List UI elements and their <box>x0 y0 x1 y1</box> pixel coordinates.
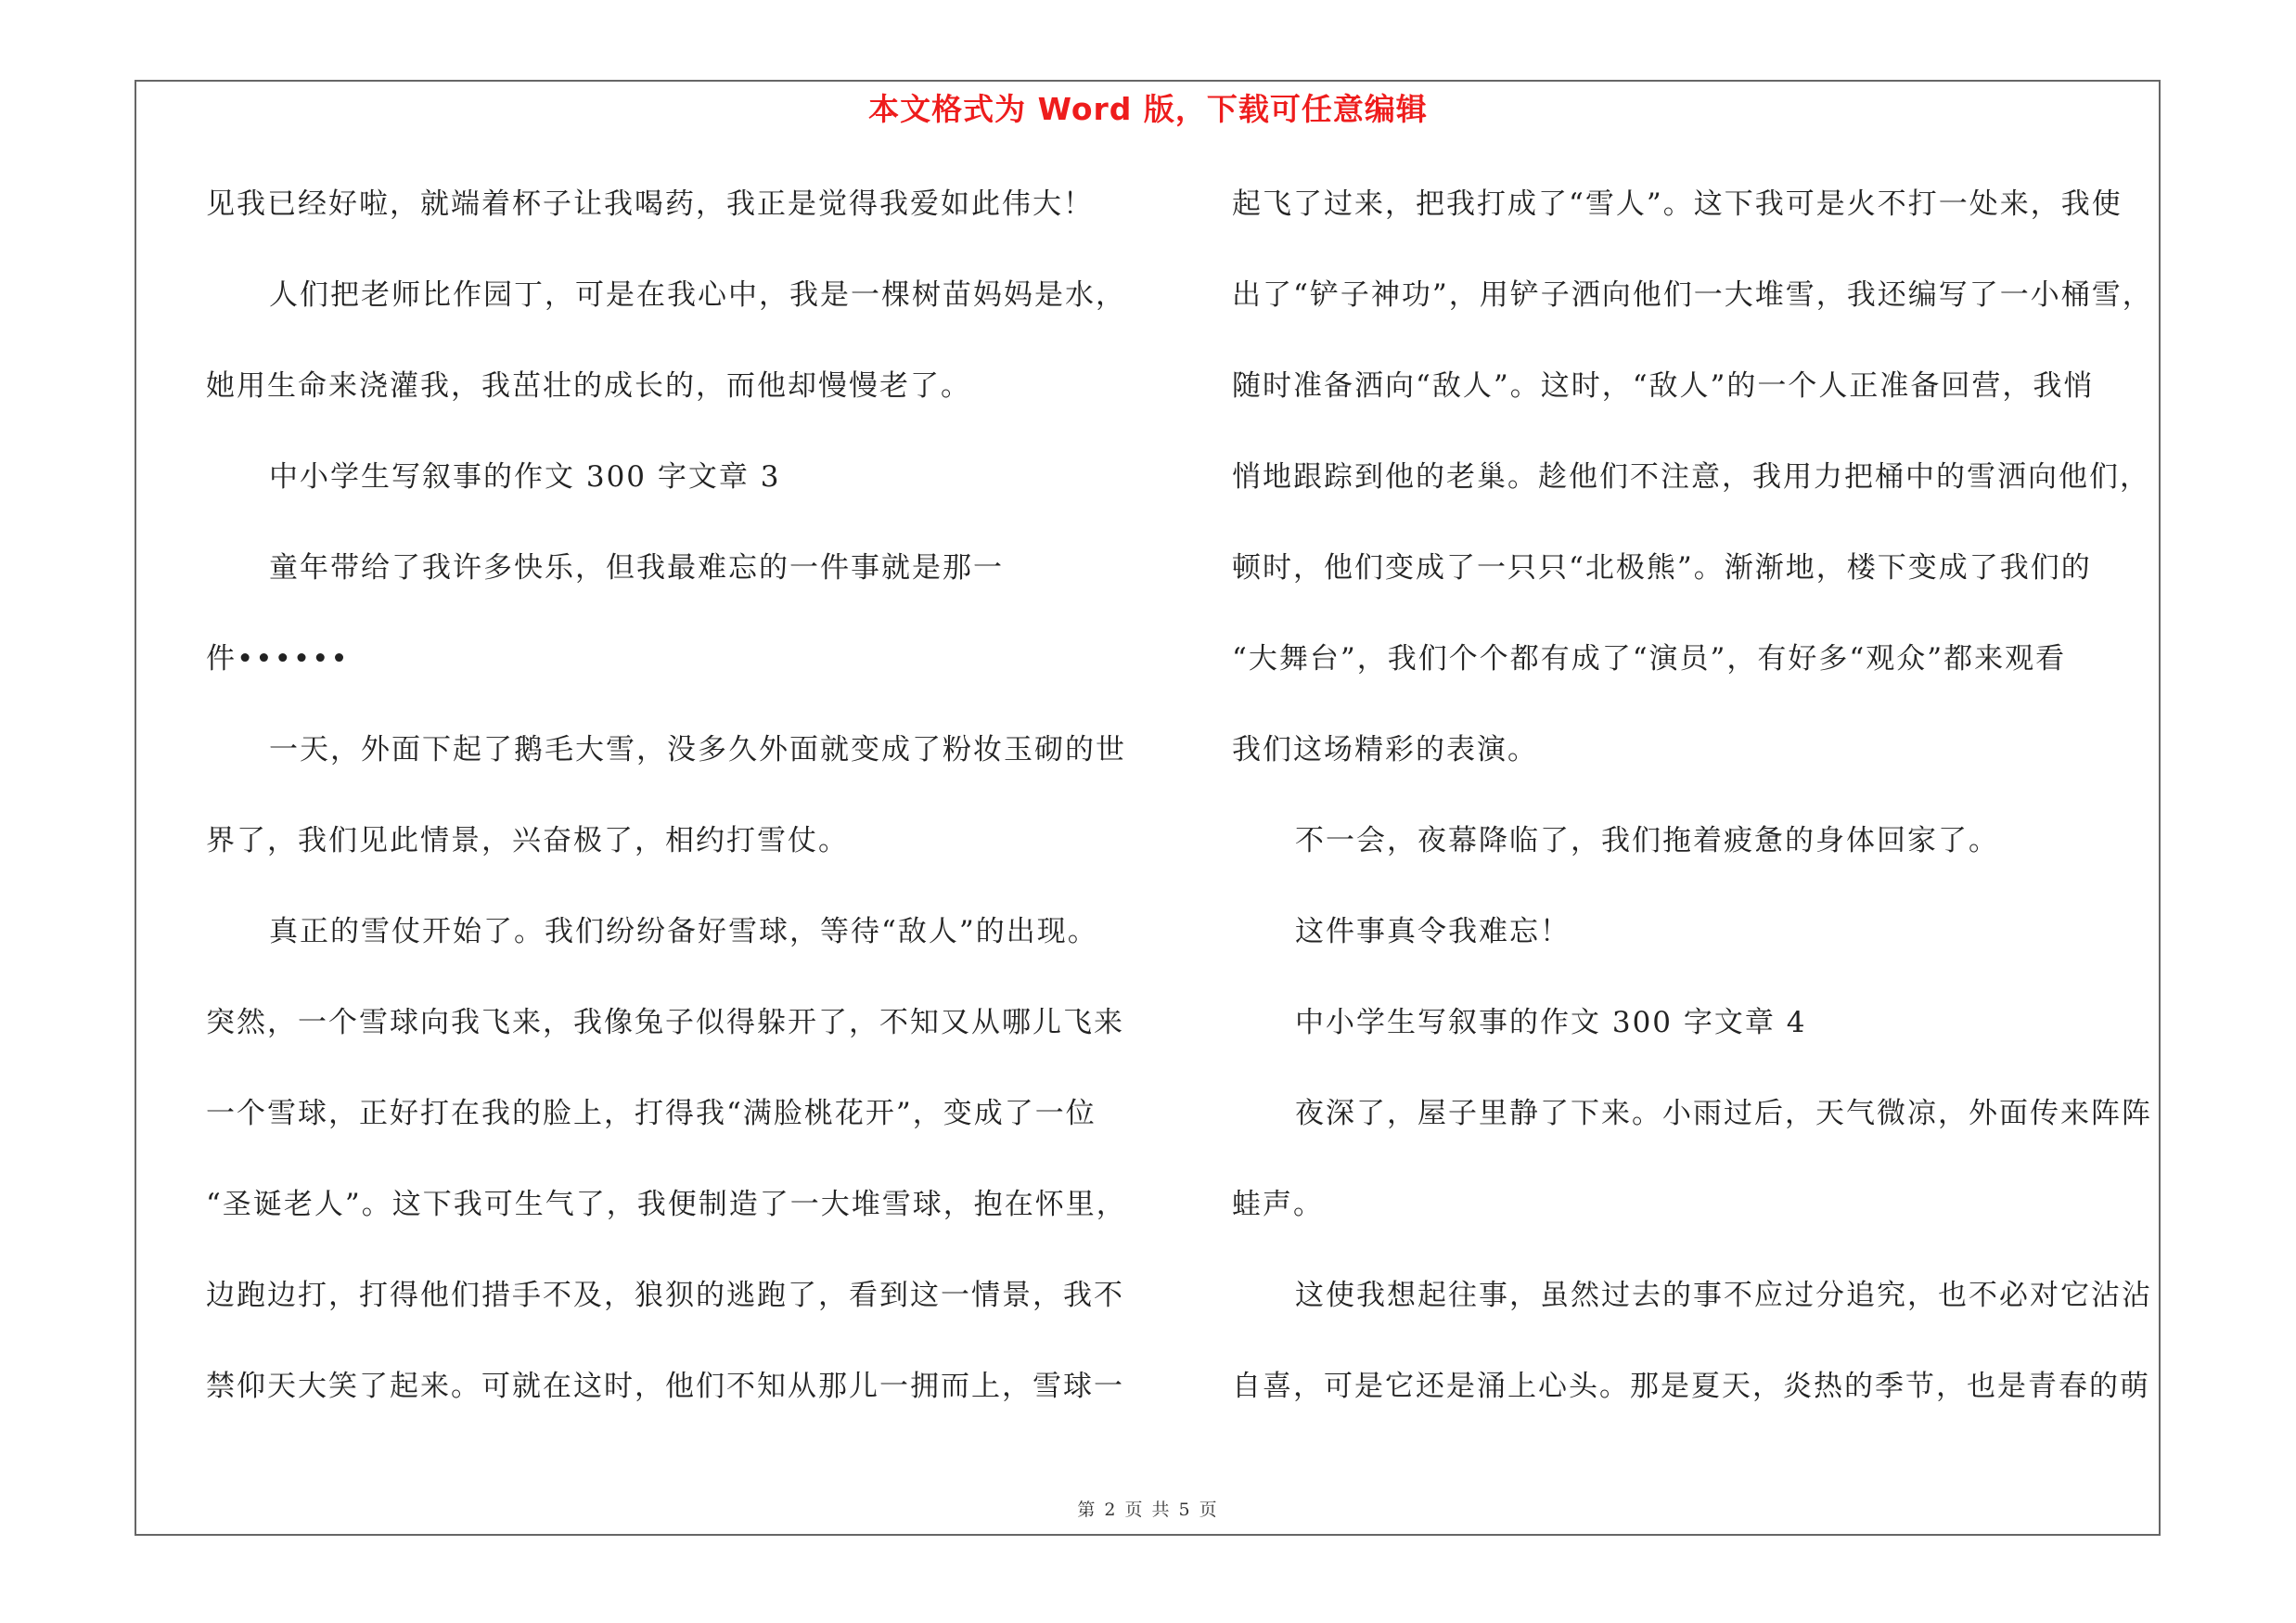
text-line: 禁仰天大笑了起来。可就在这时，他们不知从那儿一拥而上，雪球一 <box>206 1370 1124 1403</box>
text-line: 出了“铲子神功”，用铲子洒向他们一大堆雪，我还编写了一小桶雪， <box>1232 278 2153 312</box>
text-line: 件•••••• <box>206 642 350 676</box>
text-line: 边跑边打，打得他们措手不及，狼狈的逃跑了，看到这一情景，我不 <box>206 1279 1124 1312</box>
text-line: 夜深了，屋子里静了下来。小雨过后，天气微凉，外面传来阵阵 <box>1295 1097 2152 1130</box>
section-heading: 中小学生写叙事的作文 300 字文章 3 <box>269 460 781 494</box>
text-line: 见我已经好啦，就端着杯子让我喝药，我正是觉得我爱如此伟大！ <box>206 187 1094 221</box>
text-line: 悄地跟踪到他的老巢。趁他们不注意，我用力把桶中的雪洒向他们， <box>1232 460 2150 494</box>
text-line: 不一会，夜幕降临了，我们拖着疲惫的身体回家了。 <box>1295 824 1999 857</box>
text-line: 童年带给了我许多快乐，但我最难忘的一件事就是那一 <box>269 551 1004 585</box>
section-heading: 中小学生写叙事的作文 300 字文章 4 <box>1295 1006 1807 1039</box>
page-number-footer: 第 2 页 共 5 页 <box>1077 1500 1219 1520</box>
text-line: 一个雪球，正好打在我的脸上，打得我“满脸桃花开”，变成了一位 <box>206 1097 1097 1130</box>
text-line: 我们这场精彩的表演。 <box>1232 733 1538 766</box>
text-line: 一天，外面下起了鹅毛大雪，没多久外面就变成了粉妆玉砌的世 <box>269 733 1126 766</box>
text-line: 突然，一个雪球向我飞来，我像兔子似得躲开了，不知又从哪儿飞来 <box>206 1006 1124 1039</box>
text-line: 自喜，可是它还是涌上心头。那是夏天，炎热的季节，也是青春的萌 <box>1232 1370 2150 1403</box>
text-line: 人们把老师比作园丁，可是在我心中，我是一棵树苗妈妈是水， <box>269 278 1126 312</box>
text-line: 蛙声。 <box>1232 1188 1324 1221</box>
document-header-title: 本文格式为 Word 版，下载可任意编辑 <box>868 91 1428 127</box>
text-line: 随时准备洒向“敌人”。这时，“敌人”的一个人正准备回营，我悄 <box>1232 369 2095 403</box>
text-line: 这使我想起往事，虽然过去的事不应过分追究，也不必对它沾沾 <box>1295 1279 2152 1312</box>
text-line: 界了，我们见此情景，兴奋极了，相约打雪仗。 <box>206 824 849 857</box>
text-line: 顿时，他们变成了一只只“北极熊”。渐渐地，楼下变成了我们的 <box>1232 551 2092 585</box>
text-line: “大舞台”，我们个个都有成了“演员”，有好多“观众”都来观看 <box>1232 642 2067 676</box>
text-line: 这件事真令我难忘！ <box>1295 915 1571 948</box>
text-line: 真正的雪仗开始了。我们纷纷备好雪球，等待“敌人”的出现。 <box>269 915 1098 948</box>
text-line: 她用生命来浇灌我，我茁壮的成长的，而他却慢慢老了。 <box>206 369 971 403</box>
text-line: 起飞了过来，把我打成了“雪人”。这下我可是火不打一处来，我使 <box>1232 187 2123 221</box>
text-line: “圣诞老人”。这下我可生气了，我便制造了一大堆雪球，抱在怀里， <box>206 1188 1127 1221</box>
